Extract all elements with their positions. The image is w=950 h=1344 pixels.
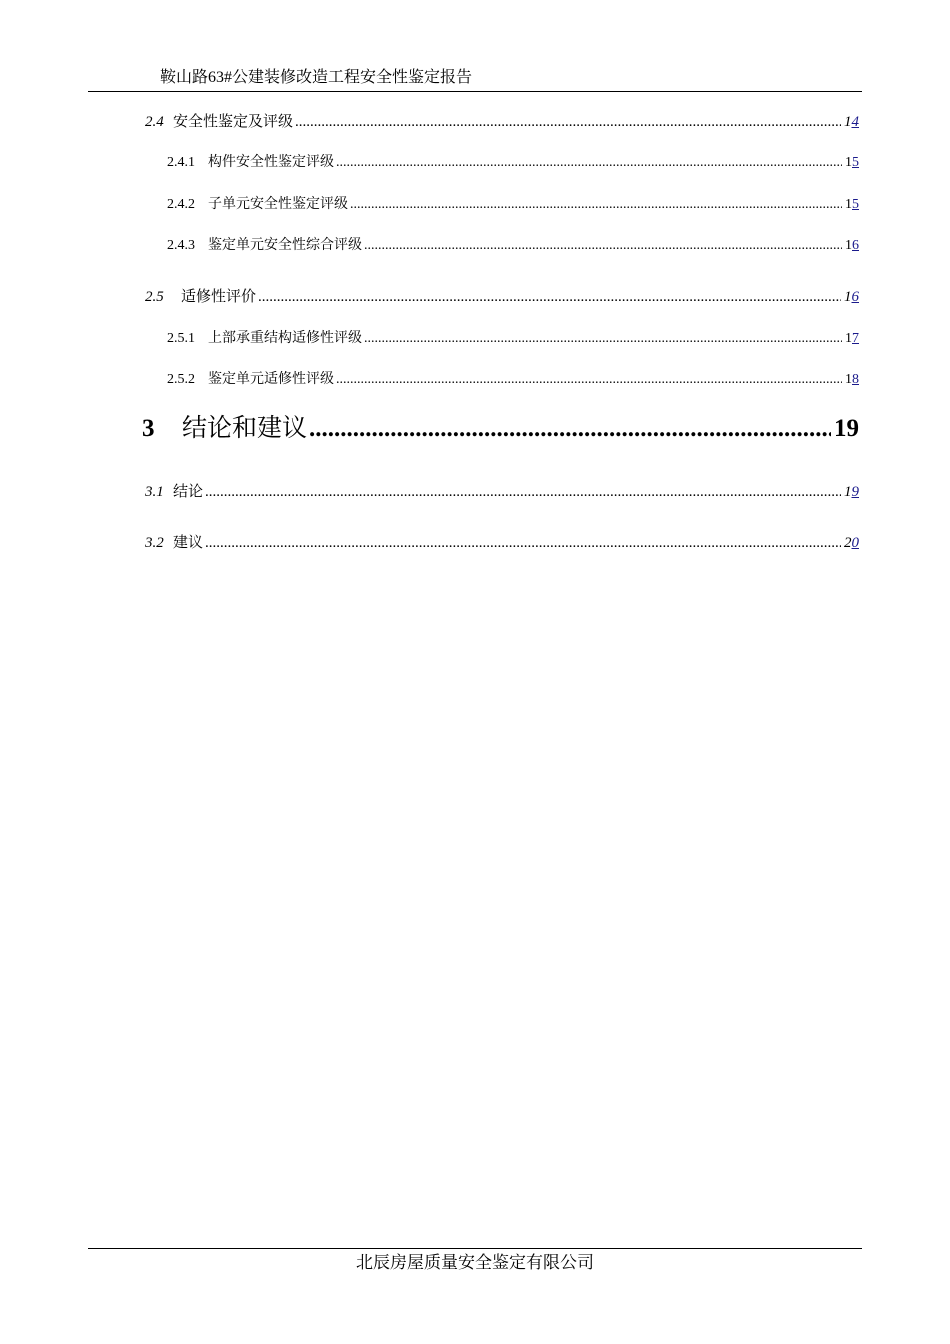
toc-page-number[interactable]: 19 [834,415,859,442]
toc-number: 2.5.1 [167,331,195,346]
header-divider [88,91,862,92]
toc-page-number[interactable]: 18 [845,372,859,387]
toc-entry-3-1[interactable] [145,482,859,502]
toc-number: 2.4 [145,114,164,130]
toc-entry-2-4-2[interactable] [167,195,859,215]
document-header-title: 鞍山路63#公建装修改造工程安全性鉴定报告 [160,69,473,86]
toc-number: 2.4.3 [167,238,195,253]
toc-number: 3 [142,415,155,442]
toc-dot-leader [364,329,842,349]
toc-dot-leader [350,195,842,215]
toc-entry-2-4-1[interactable] [167,153,859,173]
toc-title: 上部承重结构适修性评级 [208,331,362,346]
toc-title: 结论和建议 [182,415,308,442]
footer-divider [88,1248,862,1249]
toc-dot-leader [336,153,842,173]
toc-page-number[interactable]: 16 [844,289,859,305]
toc-entry-2-5-2[interactable] [167,370,859,390]
toc-number: 2.4.1 [167,155,195,170]
toc-title: 建议 [173,535,204,551]
toc-dot-leader [309,413,831,445]
footer-company-name: 北辰房屋质量安全鉴定有限公司 [356,1253,594,1272]
toc-dot-leader [336,370,842,390]
toc-dot-leader [258,287,841,307]
toc-page-number[interactable]: 20 [844,535,859,551]
toc-dot-leader [205,482,841,502]
toc-entry-3[interactable] [142,413,859,445]
toc-dot-leader [364,236,842,256]
toc-title: 安全性鉴定及评级 [173,114,294,130]
toc-title: 鉴定单元适修性评级 [208,372,334,387]
toc-page-number[interactable]: 14 [844,114,859,130]
toc-entry-2-5[interactable] [145,287,859,307]
toc-title: 子单元安全性鉴定评级 [208,197,348,212]
toc-entry-3-2[interactable] [145,533,859,553]
toc-number: 2.5 [145,289,164,305]
toc-page-number[interactable]: 15 [845,197,859,212]
toc-entry-2-4[interactable] [145,112,859,132]
toc-page-number[interactable]: 17 [845,331,859,346]
toc-page-number[interactable]: 16 [845,238,859,253]
toc-page-number[interactable]: 19 [844,484,859,500]
toc-number: 2.5.2 [167,372,195,387]
toc-page-number[interactable]: 15 [845,155,859,170]
toc-title: 鉴定单元安全性综合评级 [208,238,362,253]
toc-title: 适修性评价 [181,289,257,305]
toc-number: 2.4.2 [167,197,195,212]
toc-dot-leader [205,533,841,553]
toc-title: 构件安全性鉴定评级 [208,155,334,170]
toc-title: 结论 [173,484,204,500]
toc-number: 3.1 [145,484,164,500]
toc-dot-leader [295,112,841,132]
toc-entry-2-4-3[interactable] [167,236,859,256]
toc-entry-2-5-1[interactable] [167,329,859,349]
toc-number: 3.2 [145,535,164,551]
